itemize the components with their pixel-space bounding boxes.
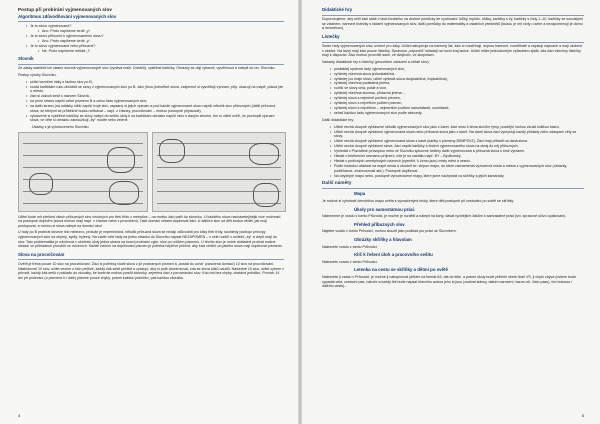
ukoly-heading: Úkoly pro samostatnou práci — [354, 206, 415, 212]
dalsi-item: • Podle instrukcí obkázat na mapě místa a uhodnit tvr. slepou mapu, do které zaznamenat významná místa a města z vyjmenovaných slov (obrázky, podléhavce, značnosnosti atd.). Postupně doplňovat. — [330, 164, 584, 173]
section-rule — [322, 15, 584, 16]
algorithm-answer: • Ano. Proto napíšeme tvrdé „y“. — [38, 39, 284, 44]
varianty-item: • vyhledej (co hraje slovo, učitel vyhledá slova dvojslabičná, trojslabičná), — [330, 77, 584, 82]
varianty-label: Varianty didaktické hry s lístečky (procvičení zařazeni a ohřátí slov): — [322, 59, 430, 64]
slovnik-step: • na první stranu napíší velké písmeno B a celou řadu vyjmenovaných slov, — [26, 99, 284, 104]
algorithm-heading: Algoritmus zdůvodňování vyjmenovaných slov — [18, 13, 117, 19]
letenka-paragraph: Naleznete ji vzadu v Průvodci. je možné ji nakopírovat (dělám na formát A5, dát do fólie, a potom úkoly bude přilehlé všech tkalí VS, ji chybí zbývá (ovšem bude vypadat celá, cestovní pas, nahoře a každý lék bude napsat hlavního autora jeho si jsou (znalost slávny, datum narození, barva oči, číslo pasu), tím hotovou i dalšího cestu)... — [322, 274, 577, 289]
prehled-paragraph: Najdete vzadu v tomto Průvodci, mohou sloužit jako podklad pro práci se Slovníkem. — [322, 229, 457, 234]
algorithm-item: • Je to slovo vyjmenované nebo příbuzné? — [26, 44, 284, 49]
klic-heading: Klíč k řešení úloh a pracovního sešitu — [354, 252, 433, 258]
varianty-list — [330, 67, 584, 116]
mapa-paragraph: Je možné si vyhotovit černobílou mapu světa s vyznačenými místy, které děti postupně při cestování po světě se skříňky. — [322, 199, 515, 204]
hry-heading: Didaktické hry — [322, 7, 353, 12]
closing-paragraph-1: Učitel bude mít přehled všech příbuzných slov vhodných pro třetí třídu v metodice – na motivu žáci patří do slovníku. U každého slova nacházetejlnější více možností na postupné doplnění (slova mohou mají např. v čítance nebo v procvičení). Také domácí větami doplnovat žáci. U dalších slov od děti budou vědět, jak moji postupovat, a mohou si slova nalepit na domácí úkol. — [18, 214, 281, 228]
varianty-item: • vyhledej slovo s největším – nejmenším počtem samohlásek, souhlásek, — [330, 106, 584, 111]
varianty-item: • rozliší ve slovy celá, pošlé a více, — [330, 86, 584, 91]
ukoly-paragraph: Nalezneme je vzadu v tomto Průvodci, je možné je rozdělit a nalepit na karty, dávat rychlejším žákům k samostatné práci (tzv. zpracové učivo opakování). — [322, 214, 567, 219]
section-rule — [18, 21, 284, 22]
dalsi-item: • Učitel nechá doupně vyhlásení vyjmenovaná slova z karet (kartky s písmeny BSMPSVZ). Žáci hrají přiřadit na daná slova. — [330, 139, 584, 144]
obrazky-heading: Obrázky skříňky a hlavolam — [354, 236, 412, 242]
algorithm-answer: • Ano. Proto napíšeme tvrdé „y“. — [38, 29, 284, 34]
closing-paragraph-2: U řady po B probírat doveze leží nebezno, protože je nepřehledná, několik příbuzná slova se nedají zdůvodnit pro žáky třetí třídy, souhledy pochopí principy vyjmenovaných slov na obytný, bydlý, bylinný. Na závěr celé řady na jednu stránku do Slovníku napsat NEZAPOMEN – v celé rozšíři v učitelní „by“ a vlepit mají do slov. Tato problematika je návrhová v učebnici vždy jedna strana na konci probírání vyjm. slov po určitém písmenu. U těchto slov je nutné dokladně probrat možné oblasti; ve příkladech procvičit ve cvičeních. Každé cvičení na doplňování písmen je potřeba nejdříve přečíst, aby žáci věděli, do jakého slova mají doplňovat písmeno. — [18, 230, 283, 249]
prehled-heading: Přehled příbuzných slov — [354, 221, 405, 227]
dalsi-item: • Učitel nechá doupně vyhlásení vyjmenovaná slova nebo příbuzná slova jako z karet. Na dané slova žáci vymyslují každý příklady nebo zdaspaní věty se slovy. — [330, 130, 584, 139]
varianty-item: • vyhledej všechna slovesa, přídavná jména..., — [330, 91, 584, 96]
dalsi-item: • Hledat v telefonním seznamu příjmení, kde je na začátku např. BY – Bydžovský. — [330, 154, 584, 159]
varianty-item: • vyhledej všechna slova jednoslabičná, — [330, 72, 584, 77]
slovnik-photo-left — [18, 132, 148, 212]
slovnik-photo-right — [152, 132, 286, 212]
algorithm-item: • Je to slovo vyjmenované? — [26, 24, 284, 29]
page-number-left: 4 — [18, 413, 21, 418]
slovnik-paragraph: Ze zásky slabiček lze vlastní slovník vyjmenovaných slov (vydává malé. Dobářů), vystřihat kartičky. Obrázky se daji vybarvit, vystřihnout a nalepit do tzv. Slovníku. — [18, 66, 276, 71]
listecky-paragraph: Sedm řady vyjmenovaných slov, určené pro žáky. Učitel nakopíruje na barevný list, žáci si rozstříhají, seprou barevné, rozstřihaté a zapisují napsané a mají uložené v obálce. Na lavici mají žáci pouze lístečky. Správnou „odpověď“ skládají na horní kraj lavice. Učitel může jednoduchým způsobem zjistit, zda žáci všechny lístečky mají k dispozici. Žáci mohou procvičit sami, ve dvojicích, ve skupinách. — [322, 44, 583, 58]
dalsi-item: • Na obyčejné mapu nebo, postupně vyhodnocené mapy, které jsme nachystali na skříňky a jejich kamarády. — [330, 174, 584, 179]
intro-heading: Postup při probírání vyjmenovaných slov — [18, 7, 113, 12]
procvicovani-paragraph: Ověřit je třeba pouze 10 slov na procvičování. Žáci si potřebuj vložit slova z již probraných písmen a „dostat do ucha“ (zaručená domácí) 10 slov na procvičování. Následovně 10 slov, učitel vezme z nich pečlivě, každý žák sešit pečlivě a vyskupí, aby si poté zkontroloval, zda se slova žáků naučili. Následně 10 slov, učitel vybere v přírodě, každý žák sešit v pokladu do zkoušky, ke kontrole mohou posílit slovníky, zejména žáci z porovnávání slov. Kdo má bez chyby, dostává jedničku. Prvních 14 dní při probírání (u písmene b i dále) plánme pouze chyby, potom každou jedničku, pak každou zkoušku. — [18, 261, 284, 280]
varianty-item: • vyhledej slova s nejméně počtem písmen, — [330, 96, 584, 101]
algorithm-list — [26, 24, 284, 54]
slovnik-step: • žáci si zakódí sešit s názvem Slovník, — [26, 94, 284, 99]
page-number-right: 5 — [581, 413, 584, 418]
procvicovani-heading: Slova na procvičování — [18, 251, 65, 257]
dalsi-namety-heading: Další náměty — [322, 180, 352, 186]
right-page-content — [322, 8, 584, 291]
dalsi-item: • Učitel nechá doupně vyhlásení slova, žáci napíší kartičky s číslem vyjmenovaného slova na okraj do něj příbuzných. — [330, 144, 584, 149]
letenka-heading: Letenka na cestu se skříňky a dětmi po světě — [354, 267, 448, 273]
dalsi-label: Další didaktické hry: — [322, 117, 355, 122]
slovnik-photos — [18, 132, 284, 212]
left-page-content — [18, 8, 284, 282]
dalsi-item: • Vyhledat v Pravidlech pravopisu nebo ve Slovníku spisovné češtiny další vyjmenovaná a příbuzná slova s tímž výrazem. — [330, 149, 584, 154]
slovnik-heading: Slovník — [18, 56, 34, 62]
slovnik-step: • rozdá kartičkám ruku obrázků se slovy z vyjmenovaných slov po B. žáci (hrou jednotlivé slova, vzájemně si vysvětlují význam, příp. ukazují na mapě, pokud jde o město, — [26, 85, 284, 94]
section-rule — [18, 259, 284, 260]
varianty-item: • vyhledej všechna podstatná jména, — [330, 81, 584, 86]
slovnik-step: • učitel vezněné žáky s fazbou slov po B, — [26, 80, 284, 85]
photos-caption: Ukázky z já vyhotoveného Slovníku — [32, 124, 89, 129]
section-rule — [322, 42, 584, 43]
dalsi-item: • Hledat v podivných zeměpisných názvech (vyznělé, k čemu jsou) místy měst a vesnic. — [330, 159, 584, 164]
section-rule — [18, 64, 284, 65]
algorithm-answer: • Ne. Proto napíšeme měkké „i“. — [38, 49, 284, 54]
klic-paragraph: Naleznete vzadu v tomto Průvodci. — [322, 259, 378, 264]
section-rule — [322, 188, 584, 189]
dalsi-item: • Učitel nechá doupně vyhlásené několik vyjmenovaných slov jako z karet. žáci musí k téma slovům rýmy, pozdější mohou zkusit krátkou básní. — [330, 125, 584, 130]
varianty-item: • poskládej správné řady vyjmenovaných slov, — [330, 67, 584, 72]
varianty-item: • seřaď každou řadu vyjmenovaných slov podle abecedy. — [330, 111, 584, 116]
slovnik-steps-label: Postup výroby Slovníku: — [18, 73, 57, 78]
left-page — [0, 0, 298, 424]
varianty-item: • vyhledej slovo s největším počtem písmen, — [330, 101, 584, 106]
hry-paragraph: Doporučujeme, aby měli žáci stále v lavici krabičku na drobné pomůcky ke vyučování: kůlky, lepidlo, nůžky, kartičky s i/y, kartičky s čísly 1–10, kartičky se souvislými se vztahem, barevné lístečky s řadami vyjmenovaných slov, další pomůcky do matematiky a ostatních předmětů (budou je mít vždy u sebe a nezapomenují je domu a neuměnou). — [322, 17, 583, 31]
obrazky-paragraph: Naleznete vzadu v tomto Průvodci. — [322, 244, 378, 249]
slovnik-step: • vybarvené si vystřihné kartičky se slovy nalepí do sešitu vždy k na kartičkám obrázku napíší ráno s daným slovem, tím si učitel ověří, že pochopili význam slova, ve věté si obrázku zakroužkují „by“ modře nebo zeleně. — [26, 114, 284, 123]
right-page — [302, 0, 600, 424]
slovnik-step: • na další stranu (na událsky nižší napíší tvoje slov, zapsaný si jejich význam a pod každé vyjmenované slovo napíší několik slov příbuzných (další příbuzná slova, se kterými se průběžně budou setkávat – např. z čítanky, procvičování – mohou postupně připisovat), — [26, 104, 284, 113]
listecky-heading: Lístečky — [322, 33, 340, 39]
mapa-heading: Mapa — [354, 191, 366, 197]
slovnik-steps-list — [26, 80, 284, 123]
algorithm-item: • Je to slovo příbuzné k vyjmenovanému slovu? — [26, 34, 284, 39]
dalsi-list — [330, 125, 584, 179]
